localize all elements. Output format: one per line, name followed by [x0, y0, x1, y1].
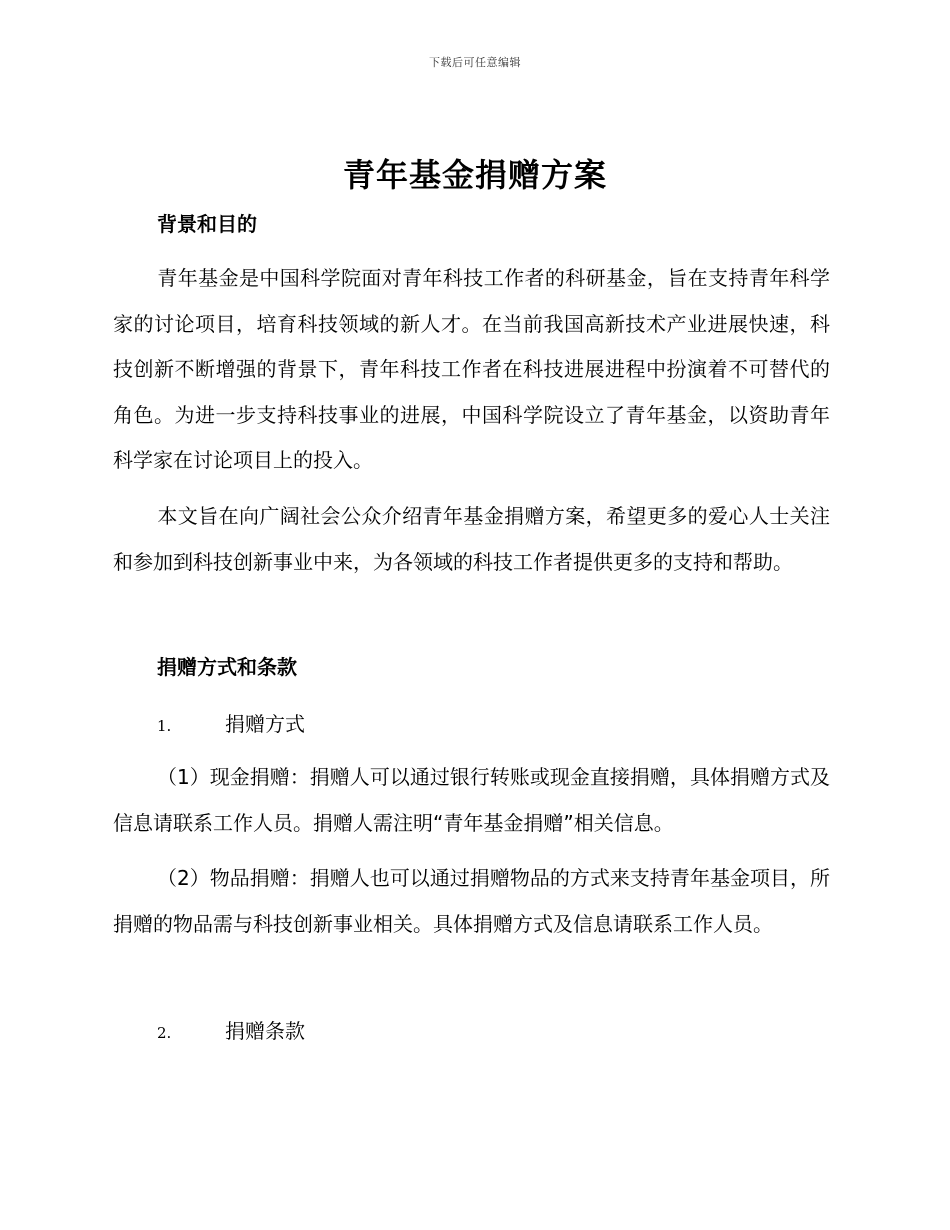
item-number: 2.: [157, 1024, 172, 1042]
paragraph-method-goods-text: （2）物品捐赠：捐赠人也可以通过捐赠物品的方式来支持青年基金项目，所捐赠的物品需与科技创新事业相关。具体捐赠方式及信息请联系工作人员。: [113, 866, 830, 936]
page-header-note: 下载后可任意编辑: [429, 56, 521, 69]
paragraph-background-2: [113, 494, 830, 585]
item-label: 捐赠条款: [225, 1019, 305, 1043]
paragraph-background-1: [113, 256, 830, 484]
section-heading-background: 背景和目的: [157, 212, 257, 236]
item-number: 1.: [157, 717, 172, 735]
item-label: 捐赠方式: [225, 712, 305, 736]
paragraph-method-goods: [113, 856, 830, 947]
paragraph-method-cash-text: （1）现金捐赠：捐赠人可以通过银行转账或现金直接捐赠，具体捐赠方式及信息请联系工作人员。捐赠人需注明“青年基金捐赠”相关信息。: [113, 765, 830, 835]
numbered-item-2: [157, 1015, 305, 1044]
section-heading-donation: 捐赠方式和条款: [157, 655, 297, 679]
paragraph-method-cash: [113, 755, 830, 846]
numbered-item-1: [157, 708, 305, 737]
document-title: 青年基金捐赠方案: [342, 156, 607, 194]
paragraph-background-2-text: 本文旨在向广阔社会公众介绍青年基金捐赠方案，希望更多的爱心人士关注和参加到科技创新事业中来，为各领域的科技工作者提供更多的支持和帮助。: [113, 504, 830, 574]
paragraph-background-1-text: 青年基金是中国科学院面对青年科技工作者的科研基金，旨在支持青年科学家的讨论项目，培育科技领域的新人才。在当前我国高新技术产业进展快速，科技创新不断增强的背景下，青年科技工作者在科技进展进程中扮演着不可替代的角色。为进一步支持科技事业的进展，中国科学院设立了青年基金，以资助青年科学家在讨论项目上的投入。: [113, 266, 830, 472]
